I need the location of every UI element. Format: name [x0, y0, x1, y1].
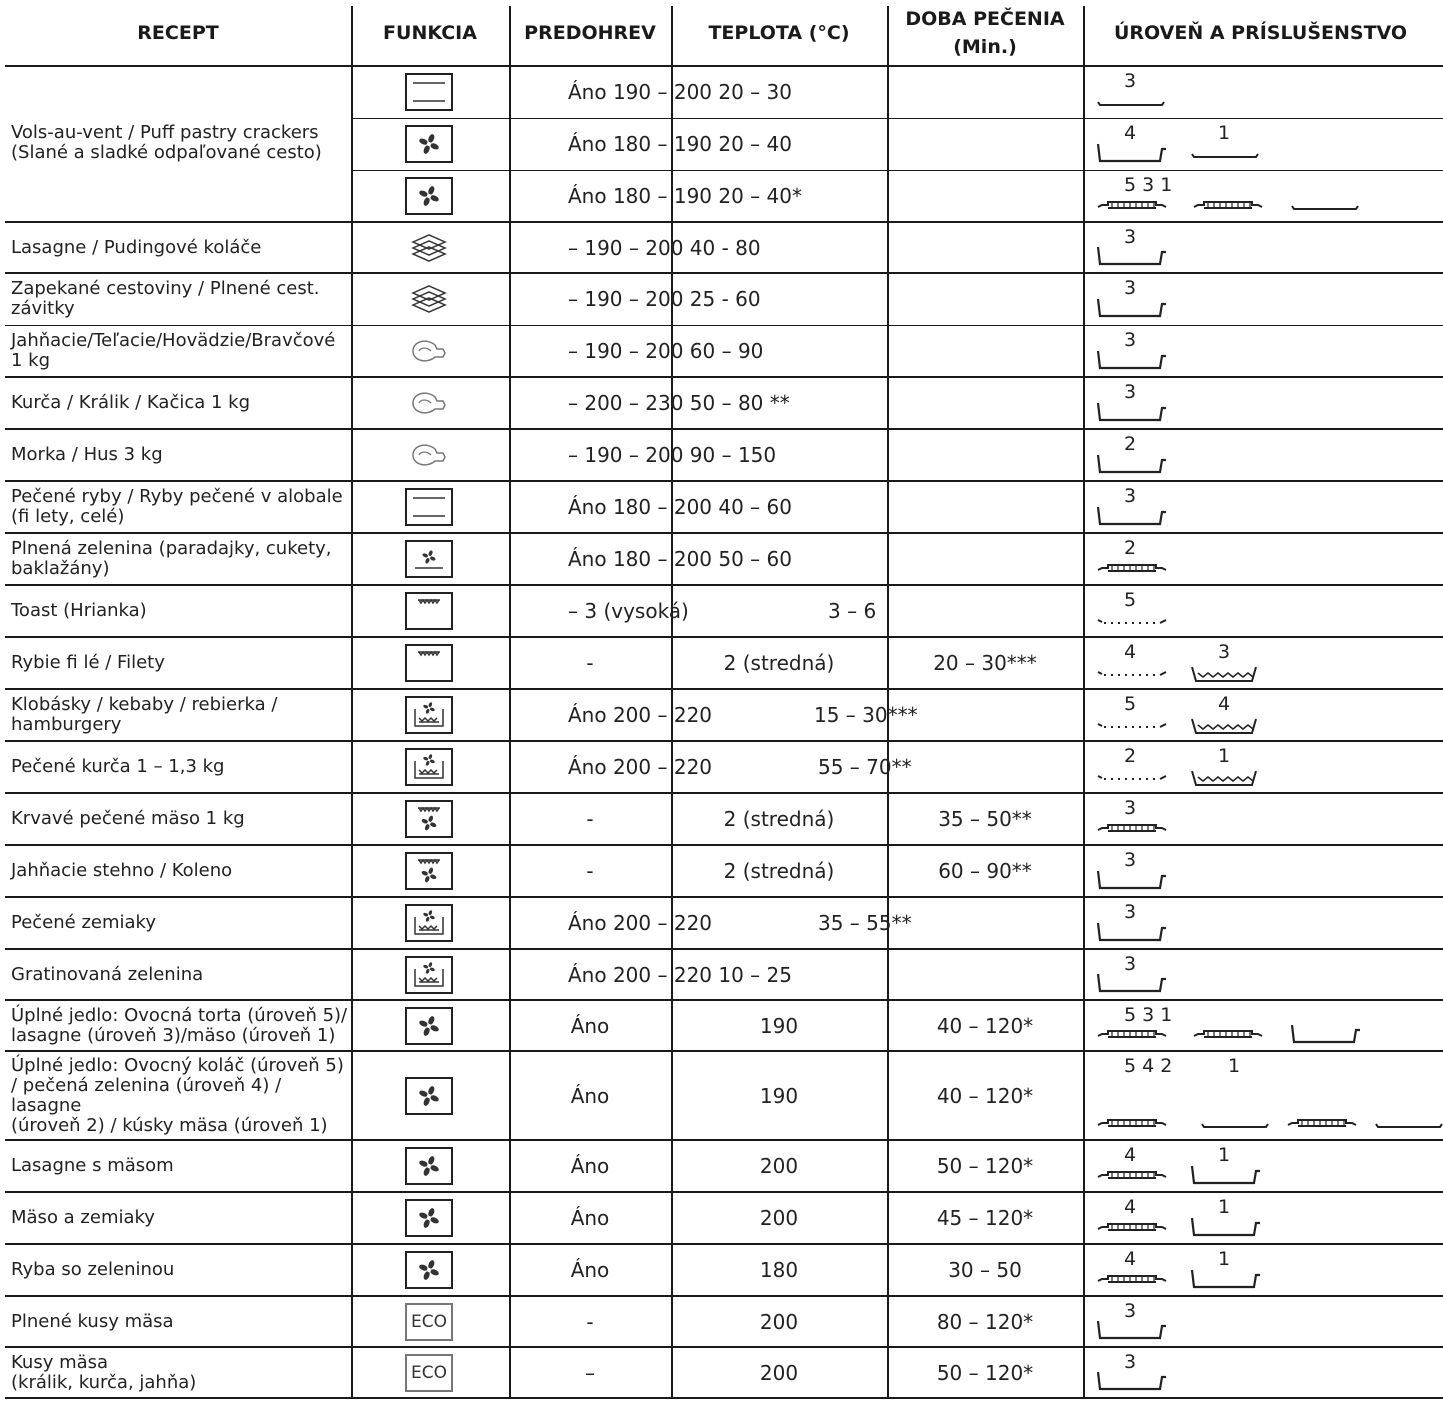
- level-label: 3: [1124, 797, 1137, 819]
- level-label: 3: [1124, 381, 1137, 403]
- fan-icon: [405, 1147, 453, 1185]
- accessory-grid: [1286, 1110, 1358, 1134]
- level-label: 4: [1124, 641, 1137, 663]
- level-label: 5 3 1: [1124, 174, 1173, 196]
- fan-icon: [405, 1199, 453, 1237]
- level-label: 3: [1218, 641, 1231, 663]
- level-label: 5 4 2: [1124, 1055, 1173, 1077]
- preheat-value: Áno: [570, 1206, 610, 1230]
- header-rule: [5, 65, 1443, 67]
- header-level: ÚROVEŇ A PRÍSLUŠENSTVO: [1113, 22, 1408, 44]
- temperature-value: 200: [759, 1360, 799, 1385]
- preheat-temp-time: Áno 200 – 220 10 – 25: [568, 962, 792, 987]
- accessory-rack: [1374, 1110, 1443, 1134]
- level-label: 5: [1124, 693, 1137, 715]
- recipe-name: Morka / Hus 3 kg: [11, 444, 163, 465]
- preheat-value: –: [585, 1360, 595, 1385]
- preheat-temp-time: Áno 180 – 200 50 – 60: [568, 547, 792, 571]
- temperature-value: 190: [759, 1083, 799, 1108]
- recipe-name: Ryba so zeleninou: [11, 1259, 175, 1280]
- recipe-merged: Vols-au-vent / Puff pastry crackers (Slané a sladké odpaľované cesto): [11, 122, 322, 163]
- recipe-name: Jahňacie/Teľacie/Hovädzie/Bravčové 1 kg: [11, 330, 336, 371]
- recipe-name: Gratinovaná zelenina: [11, 963, 204, 985]
- static-icon: [405, 488, 453, 526]
- time-value: 50 – 120*: [936, 1154, 1034, 1178]
- level-label: 3: [1124, 901, 1137, 923]
- level-label: 3: [1124, 485, 1137, 507]
- turbogrill-icon: [405, 956, 453, 994]
- preheat-temp-time: – 3 (vysoká): [568, 599, 689, 623]
- fangrill-icon: [405, 852, 453, 890]
- recipe-name: Toast (Hrianka): [11, 600, 147, 621]
- recipe-name: Plnené kusy mäsa: [11, 1310, 174, 1332]
- preheat-temp-time: – 190 – 200 90 – 150: [568, 443, 777, 467]
- recipe-name: Kurča / Králik / Kačica 1 kg: [11, 392, 251, 413]
- temperature-value: 2 (stredná): [723, 859, 835, 883]
- time-value: 80 – 120*: [936, 1309, 1034, 1334]
- recipe-name: Jahňacie stehno / Koleno: [11, 860, 233, 881]
- level-label: 2: [1124, 745, 1137, 767]
- level-label: 4: [1218, 693, 1231, 715]
- column-rule: [351, 6, 353, 1398]
- roast-icon: [405, 436, 453, 474]
- temperature-value: 200: [759, 1154, 799, 1178]
- header-function: FUNKCIA: [383, 22, 477, 44]
- recipe-name: Zapekané cestoviny / Plnené cest. závitky: [11, 278, 320, 319]
- recipe-name: Klobásky / kebaby / rebierka / hamburgery: [11, 694, 278, 735]
- level-label: 3: [1124, 70, 1137, 92]
- header-temperature: TEPLOTA (°C): [708, 22, 850, 44]
- recipe-name: Krvavé pečené mäso 1 kg: [11, 808, 245, 829]
- static-icon: [405, 73, 453, 111]
- temperature-value: 190: [759, 1013, 799, 1038]
- eco-icon: ECO: [405, 1354, 453, 1392]
- recipe-name: Rybie fi lé / Filety: [11, 652, 165, 673]
- level-label: 3: [1124, 849, 1137, 871]
- temperature-value: 2 (stredná): [723, 807, 835, 831]
- pizza-icon: [405, 540, 453, 578]
- accessory-grid: [1096, 1110, 1168, 1134]
- time-value: 15 – 30***: [814, 703, 918, 727]
- preheat-value: -: [586, 651, 594, 675]
- recipe-name: Lasagne s mäsom: [11, 1155, 174, 1176]
- level-label: 1: [1218, 1144, 1231, 1166]
- level-label: 3: [1124, 953, 1137, 975]
- header-preheat: PREDOHREV: [524, 22, 656, 44]
- time-value: 3 – 6: [828, 599, 877, 623]
- preheat-temp-time: Áno 190 – 200 20 – 30: [568, 80, 792, 104]
- time-value: 20 – 30***: [933, 651, 1037, 675]
- fan-icon: [405, 1077, 453, 1115]
- preheat-value: -: [586, 859, 594, 883]
- time-value: 50 – 120*: [936, 1360, 1034, 1385]
- level-label: 3: [1124, 226, 1137, 248]
- preheat-temp-time: Áno 180 – 190 20 – 40: [568, 132, 792, 156]
- level-label: 1: [1218, 1196, 1231, 1218]
- time-value: 45 – 120*: [936, 1206, 1034, 1230]
- recipe-name: Plnená zelenina (paradajky, cukety, baklažány): [11, 538, 332, 579]
- temperature-value: 180: [759, 1258, 799, 1282]
- eco-icon: ECO: [405, 1303, 453, 1341]
- time-value: 30 – 50: [948, 1258, 1022, 1282]
- time-value: 40 – 120*: [936, 1083, 1034, 1108]
- header-recipe: RECEPT: [137, 22, 219, 44]
- preheat-value: Áno: [570, 1154, 610, 1178]
- level-label: 1: [1218, 1248, 1231, 1270]
- recipe-name: Úplné jedlo: Ovocný koláč (úroveň 5) / pečená zelenina (úroveň 4) / lasagne (úroveň 2) / kúsky mäsa (úroveň 1): [11, 1054, 344, 1136]
- preheat-value: Áno: [570, 1013, 610, 1038]
- temperature-value: 200: [759, 1206, 799, 1230]
- grill-icon: [405, 592, 453, 630]
- turbogrill-icon: [405, 748, 453, 786]
- recipe-name: Mäso a zemiaky: [11, 1207, 155, 1228]
- row-rule: [351, 170, 1443, 171]
- fan-icon: [405, 125, 453, 163]
- preheat-value: -: [586, 1309, 594, 1334]
- recipe-name: Pečené kurča 1 – 1,3 kg: [11, 756, 225, 777]
- time-value: 60 – 90**: [938, 859, 1032, 883]
- turbogrill-icon: [405, 904, 453, 942]
- level-label: 2: [1124, 433, 1137, 455]
- preheat-temp-time: Áno 200 – 220: [568, 755, 713, 779]
- accessory-rack: [1200, 1110, 1272, 1134]
- time-value: 40 – 120*: [936, 1013, 1034, 1038]
- preheat-value: Áno: [570, 1083, 610, 1108]
- recipe-name: Úplné jedlo: Ovocná torta (úroveň 5)/ lasagne (úroveň 3)/mäso (úroveň 1): [11, 1004, 348, 1046]
- fan-icon: [405, 177, 453, 215]
- turbogrill-icon: [405, 696, 453, 734]
- level-label: 5: [1124, 589, 1137, 611]
- level-label: 3: [1124, 1351, 1137, 1373]
- grill-icon: [405, 644, 453, 682]
- time-value: 35 – 55**: [818, 911, 912, 935]
- column-rule: [509, 6, 511, 1398]
- level-label: 1: [1228, 1055, 1241, 1077]
- accessory-grid: [1192, 1021, 1264, 1045]
- time-value: 35 – 50**: [938, 807, 1032, 831]
- recipe-name: Pečené zemiaky: [11, 912, 156, 933]
- level-label: 5 3 1: [1124, 1004, 1173, 1026]
- time-value: 55 – 70**: [818, 755, 912, 779]
- preheat-temp-time: Áno 200 – 220: [568, 703, 713, 727]
- level-label: 1: [1218, 122, 1231, 144]
- fan-icon: [405, 1007, 453, 1045]
- level-label: 4: [1124, 1248, 1137, 1270]
- preheat-temp-time: Áno 200 – 220: [568, 911, 713, 935]
- layers-icon: [405, 229, 453, 267]
- preheat-temp-time: – 190 – 200 60 – 90: [568, 339, 764, 363]
- preheat-temp-time: – 200 – 230 50 – 80 **: [568, 391, 790, 415]
- fangrill-icon: [405, 800, 453, 838]
- level-label: 3: [1124, 277, 1137, 299]
- preheat-value: -: [586, 807, 594, 831]
- preheat-temp-time: Áno 180 – 190 20 – 40*: [568, 184, 802, 208]
- level-label: 4: [1124, 1196, 1137, 1218]
- temperature-value: 2 (stredná): [723, 651, 835, 675]
- preheat-temp-time: Áno 180 – 200 40 – 60: [568, 495, 792, 519]
- recipe-name: Lasagne / Pudingové koláče: [11, 236, 262, 258]
- recipe-name: Kusy mäsa (králik, kurča, jahňa): [11, 1351, 197, 1393]
- level-label: 2: [1124, 537, 1137, 559]
- temperature-value: 200: [759, 1309, 799, 1334]
- level-label: 1: [1218, 745, 1231, 767]
- fan-icon: [405, 1251, 453, 1289]
- layers-icon: [405, 280, 453, 318]
- recipe-name: Pečené ryby / Ryby pečené v alobale (fi lety, celé): [11, 486, 343, 527]
- accessory-pan: [1290, 1021, 1362, 1045]
- row-rule: [351, 118, 1443, 119]
- level-label: 4: [1124, 122, 1137, 144]
- preheat-temp-time: – 190 – 200 40 - 80: [568, 235, 761, 260]
- header-time: DOBA PEČENIA (Min.): [905, 8, 1065, 58]
- roast-icon: [405, 384, 453, 422]
- level-label: 3: [1124, 1300, 1137, 1322]
- preheat-value: Áno: [570, 1258, 610, 1282]
- accessory-grid: [1192, 192, 1264, 216]
- accessory-rack: [1290, 192, 1362, 216]
- preheat-temp-time: – 190 – 200 25 - 60: [568, 287, 761, 311]
- column-rule: [1083, 6, 1085, 1398]
- level-label: 4: [1124, 1144, 1137, 1166]
- roast-icon: [405, 332, 453, 370]
- level-label: 3: [1124, 329, 1137, 351]
